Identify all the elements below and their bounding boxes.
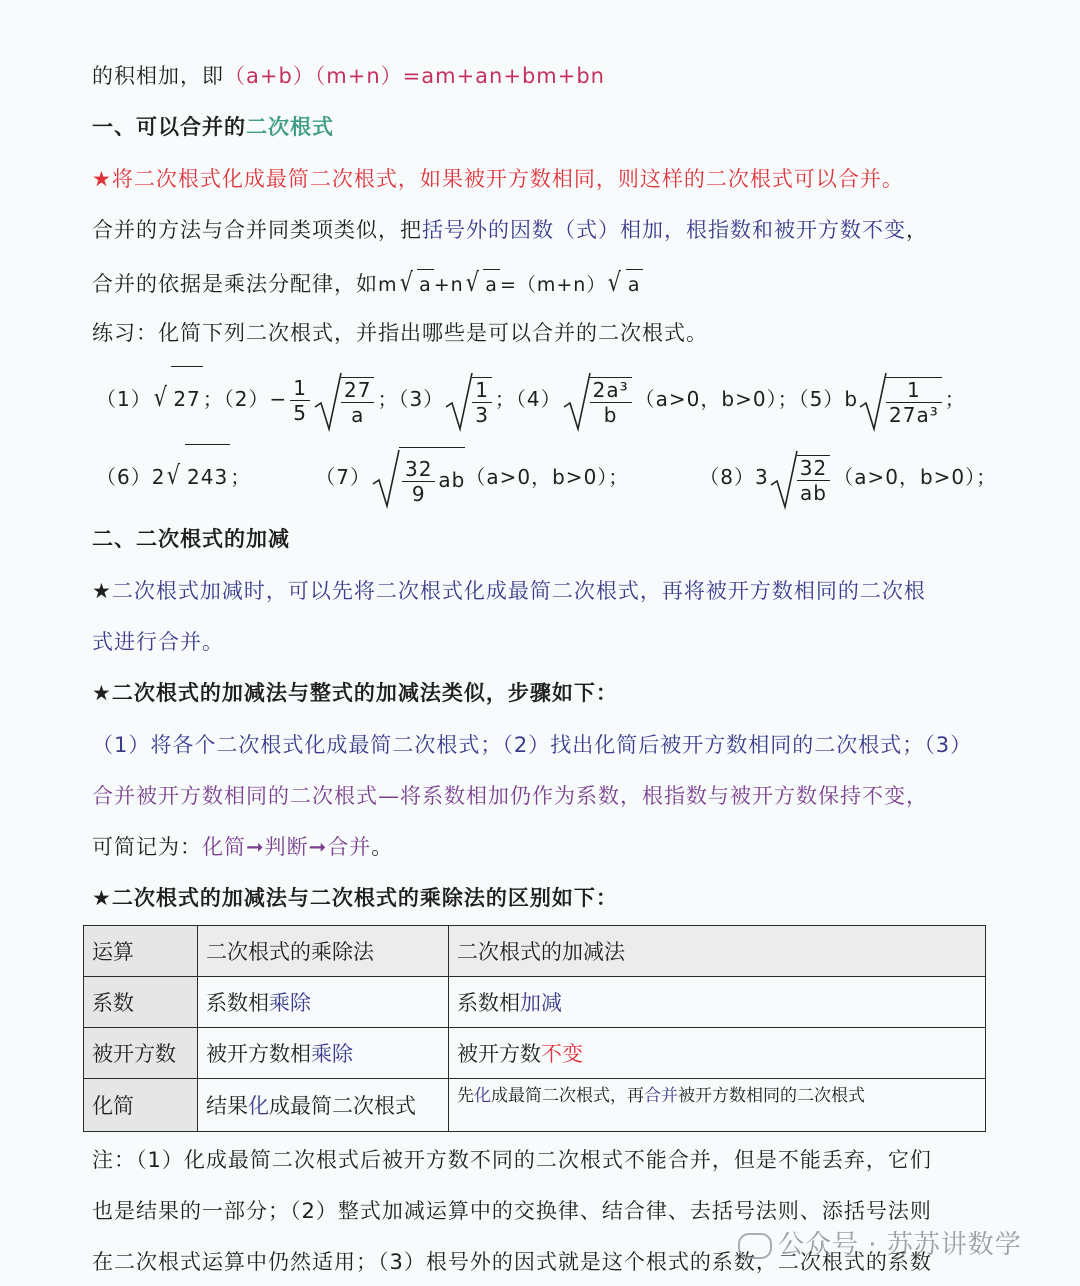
e5-radical bbox=[858, 368, 945, 433]
watermark bbox=[738, 1224, 1022, 1261]
e2-den: 5 bbox=[293, 401, 307, 425]
section2-steps-1: （1）将各个二次根式化成最简二次根式；（2）找出化简后被开方数相同的二次根式；（3） bbox=[92, 733, 973, 757]
e1-sep: ； bbox=[202, 387, 224, 411]
e6-radicand: 243 bbox=[185, 444, 230, 509]
cell-text: 成最简二次根式，再 bbox=[491, 1086, 644, 1106]
e7-rfrac bbox=[402, 457, 435, 506]
basis-formula bbox=[378, 268, 643, 298]
e7-radical bbox=[371, 446, 465, 512]
recall-steps: 化简➞判断➞合并 bbox=[202, 835, 372, 859]
e6-label: （6） bbox=[96, 465, 152, 489]
radical-icon: √ bbox=[167, 461, 182, 491]
e5-rfrac bbox=[886, 377, 942, 427]
e1-label: （1） bbox=[96, 387, 152, 411]
e8-label: （8） bbox=[699, 465, 756, 489]
e7-rden: 9 bbox=[411, 481, 426, 506]
e2-num: 1 bbox=[290, 376, 310, 401]
cell-highlight: 乘除 bbox=[311, 1042, 353, 1066]
e4-radical bbox=[562, 368, 635, 433]
e8-radical bbox=[769, 446, 833, 511]
radical-icon: √ bbox=[399, 268, 414, 298]
wechat-icon bbox=[738, 1233, 772, 1259]
e3-radical bbox=[444, 368, 495, 433]
e5-rden: 27a³ bbox=[889, 402, 939, 427]
table-cell bbox=[198, 1028, 449, 1079]
cell-highlight: 化 bbox=[474, 1086, 491, 1106]
basis-rad-2: a bbox=[483, 269, 500, 300]
table-cell bbox=[449, 1079, 986, 1132]
big-radical-icon bbox=[769, 449, 799, 511]
section2-star-c: ★二次根式的加减法与二次根式的乘除法的区别如下： bbox=[92, 886, 618, 910]
e3-sep: ； bbox=[494, 387, 516, 411]
section1-heading-highlight: 二次根式 bbox=[246, 115, 334, 139]
e8-rnum: 32 bbox=[797, 456, 830, 481]
method-c: ， bbox=[906, 218, 928, 242]
cell-text: 先 bbox=[457, 1086, 474, 1106]
recall-prefix: 可简记为： bbox=[92, 835, 202, 859]
cell-highlight: 乘除 bbox=[269, 991, 311, 1015]
e8-coef: 3 bbox=[755, 465, 769, 489]
table-row bbox=[84, 1028, 986, 1079]
e8-rden: ab bbox=[800, 480, 827, 505]
e4-rden: b bbox=[603, 402, 618, 427]
table-row bbox=[84, 977, 986, 1028]
section2-steps-2: 合并被开方数相同的二次根式—将系数相加仍作为系数，根指数与被开方数保持不变， bbox=[92, 784, 928, 808]
cell-text: 系数相 bbox=[457, 991, 520, 1015]
note-line-2: 也是结果的一部分；（2）整式加减运算中的交换律、结合律、去括号法则、添括号法则 bbox=[92, 1199, 932, 1223]
intro-prefix: 的积相加，即 bbox=[92, 64, 224, 88]
e5-sep: ； bbox=[944, 387, 966, 411]
e4-label: （4） bbox=[515, 387, 562, 411]
section1-star-rule: ★将二次根式化成最简二次根式，如果被开方数相同，则这样的二次根式可以合并。 bbox=[92, 167, 904, 191]
e7-cond: （a>0，b>0）； bbox=[465, 465, 630, 489]
section1-heading bbox=[92, 112, 334, 142]
cell-highlight: 加减 bbox=[520, 991, 562, 1015]
e7-label: （7） bbox=[315, 465, 371, 489]
big-radical-icon bbox=[313, 371, 343, 433]
section2-star-a-line2: 式进行合并。 bbox=[92, 630, 224, 654]
cell-text: 被开方数相同的二次根式 bbox=[678, 1086, 865, 1106]
table-cell: 化简 bbox=[84, 1079, 198, 1132]
section1-method bbox=[92, 215, 928, 245]
e5-label: （5） bbox=[798, 387, 845, 411]
watermark-text: 公众号 · 苏苏讲数学 bbox=[778, 1230, 1022, 1260]
table-cell: 二次根式的加减法 bbox=[449, 926, 986, 977]
basis-n: +n bbox=[433, 274, 464, 296]
e1-radicand: 27 bbox=[171, 366, 202, 431]
section2-recall bbox=[92, 832, 393, 862]
cell-text: 系数相 bbox=[206, 991, 269, 1015]
e2-sep: ； bbox=[377, 387, 399, 411]
e5-rnum: 1 bbox=[886, 378, 942, 403]
intro-line bbox=[92, 61, 605, 91]
e2-radical bbox=[313, 368, 377, 433]
table-cell bbox=[198, 977, 449, 1028]
cell-highlight: 化 bbox=[248, 1094, 269, 1118]
section1-exercise: 练习：化简下列二次根式，并指出哪些是可以合并的二次根式。 bbox=[92, 321, 708, 345]
e5-coef: b bbox=[844, 387, 859, 411]
basis-rad-1: a bbox=[417, 269, 434, 300]
cell-highlight: 合并 bbox=[644, 1086, 678, 1106]
e2-rfrac bbox=[341, 377, 374, 427]
method-a: 合并的方法与合并同类项类似，把 bbox=[92, 218, 422, 242]
e3-rfrac bbox=[472, 377, 492, 427]
exercise-row-2 bbox=[96, 444, 997, 514]
radical-icon: √ bbox=[465, 268, 480, 298]
table-cell: 被开方数 bbox=[84, 1028, 198, 1079]
e8-cond: （a>0，b>0）； bbox=[833, 465, 998, 489]
recall-end: 。 bbox=[371, 835, 394, 859]
note-line-1: 注：（1）化成最简二次根式后被开方数不同的二次根式不能合并，但是不能丢弃，它们 bbox=[92, 1148, 932, 1172]
basis-sum: =（m+n） bbox=[499, 274, 607, 296]
e2-rnum: 27 bbox=[341, 378, 374, 403]
section2-heading: 二、二次根式的加减 bbox=[92, 527, 290, 551]
table-cell bbox=[449, 1028, 986, 1079]
section2-star-a-text: 二次根式加减时，可以先将二次根式化成最简二次根式，再将被开方数相同的二次根 bbox=[111, 579, 926, 603]
table-cell: 系数 bbox=[84, 977, 198, 1028]
section1-basis bbox=[92, 268, 643, 300]
big-radical-icon bbox=[371, 448, 401, 510]
basis-prefix: 合并的依据是乘法分配律，如 bbox=[92, 272, 378, 296]
e6-sep: ； bbox=[230, 465, 252, 489]
method-b: 括号外的因数（式）相加，根指数和被开方数不变 bbox=[422, 218, 906, 242]
e4-rnum: 2a³ bbox=[590, 378, 632, 403]
basis-m: m bbox=[378, 274, 398, 296]
e7-rnum: 32 bbox=[402, 457, 435, 482]
e8-rfrac bbox=[797, 455, 830, 505]
cell-text: 成最简二次根式 bbox=[269, 1094, 416, 1118]
e3-rnum: 1 bbox=[472, 378, 492, 403]
table-row bbox=[84, 1079, 986, 1132]
e6-coef: 2 bbox=[151, 465, 166, 489]
table-header-row bbox=[84, 926, 986, 977]
e7-rbody bbox=[399, 447, 465, 512]
e2-rden: a bbox=[351, 402, 365, 427]
table-cell: 运算 bbox=[84, 926, 198, 977]
e4-rfrac bbox=[590, 377, 632, 427]
cell-text: 结果 bbox=[206, 1094, 248, 1118]
table-cell: 二次根式的乘除法 bbox=[198, 926, 449, 977]
comparison-table bbox=[83, 925, 986, 1132]
note-line-3: 在二次根式运算中仍然适用；（3）根号外的因式就是这个根式的系数，二次根式的系数 bbox=[92, 1250, 932, 1274]
e3-label: （3） bbox=[398, 387, 445, 411]
e2-fraction bbox=[290, 376, 310, 425]
cell-text: 被开方数 bbox=[457, 1042, 541, 1066]
e3-rden: 3 bbox=[475, 402, 489, 427]
star-icon: ★ bbox=[92, 579, 112, 603]
table-cell bbox=[449, 977, 986, 1028]
e2-sign: − bbox=[269, 387, 288, 411]
table-cell bbox=[198, 1079, 449, 1132]
big-radical-icon bbox=[562, 371, 592, 433]
e4-cond: （a>0，b>0）； bbox=[634, 387, 799, 411]
e2-label: （2） bbox=[223, 387, 270, 411]
e7-tail: ab bbox=[438, 467, 466, 492]
cell-text: 被开方数相 bbox=[206, 1042, 311, 1066]
section1-heading-prefix: 一、可以合并的 bbox=[92, 115, 246, 139]
section2-star-b: ★二次根式的加减法与整式的加减法类似，步骤如下： bbox=[92, 681, 618, 705]
big-radical-icon bbox=[444, 371, 474, 433]
exercise-row-1 bbox=[96, 366, 966, 436]
big-radical-icon bbox=[858, 371, 888, 433]
basis-rad-3: a bbox=[626, 269, 643, 300]
radical-icon: √ bbox=[153, 383, 168, 413]
cell-highlight: 不变 bbox=[541, 1042, 583, 1066]
radical-icon: √ bbox=[608, 268, 623, 298]
section2-star-a-line1 bbox=[92, 576, 926, 606]
intro-formula: （a+b）（m+n）=am+an+bm+bn bbox=[224, 64, 605, 88]
